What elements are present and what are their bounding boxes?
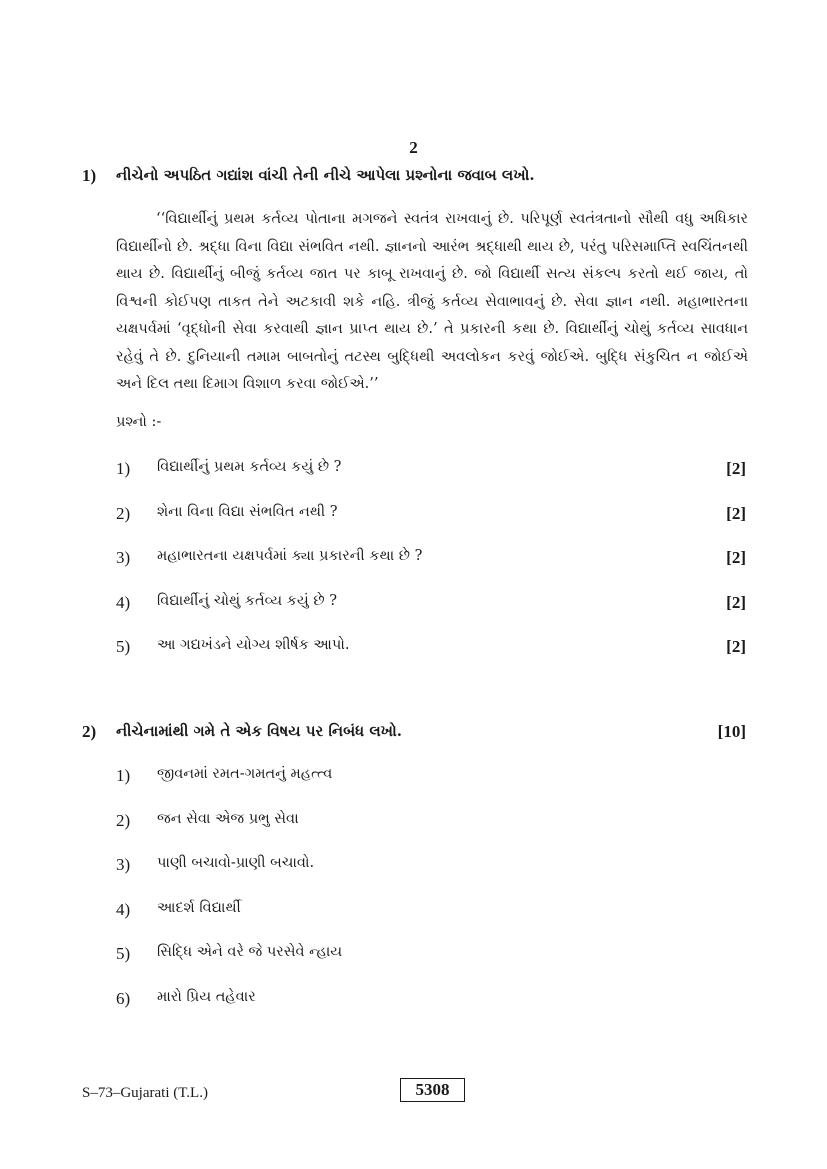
topic-number: 3) bbox=[116, 855, 131, 874]
topic-number: 5) bbox=[116, 944, 131, 963]
sub-question-marks: [2] bbox=[726, 593, 746, 612]
topic-number: 6) bbox=[116, 989, 131, 1008]
topic-text: સિદ્ધિ એને વરે જે પરસેવે ન્હાય bbox=[157, 944, 343, 960]
paper-code: S–73–Gujarati (T.L.) bbox=[82, 1085, 208, 1101]
sub-question-text: આ ગદ્યખંડને યોગ્ય શીર્ષક આપો. bbox=[157, 637, 350, 653]
topic-text: જીવનમાં રમત-ગમતનું મહત્ત્વ bbox=[157, 766, 333, 782]
topic-text: આદર્શ વિદ્યાર્થી bbox=[157, 900, 241, 916]
sub-question-number: 2) bbox=[116, 504, 131, 523]
sub-question-number: 4) bbox=[116, 593, 131, 612]
question-1-heading: નીચેનો અપઠિત ગદ્યાંશ વાંચી તેની નીચે આપેલા પ્રશ્નોના જવાબ લખો. bbox=[116, 166, 535, 184]
sub-question-text: શેના વિના વિદ્યા સંભવિત નથી ? bbox=[157, 504, 338, 520]
question-2-heading: નીચેનામાંથી ગમે તે એક વિષય પર નિબંધ લખો. bbox=[116, 722, 402, 740]
sub-question-text: વિદ્યાર્થીનું પ્રથમ કર્તવ્ય કયું છે ? bbox=[157, 459, 342, 475]
sub-question-number: 1) bbox=[116, 459, 131, 478]
sub-question-text: વિદ્યાર્થીનું ચોથું કર્તવ્ય કયું છે ? bbox=[157, 593, 337, 609]
question-2-marks: [10] bbox=[717, 722, 746, 741]
topic-number: 4) bbox=[116, 900, 131, 919]
topic-text: મારો પ્રિય તહેવાર bbox=[157, 989, 256, 1005]
paper-number-box: 5308 bbox=[400, 1078, 465, 1102]
question-1-number: 1) bbox=[82, 166, 97, 185]
topic-number: 1) bbox=[116, 766, 131, 785]
topic-text: પાણી બચાવો-પ્રાણી બચાવો. bbox=[157, 855, 315, 871]
sub-question-text: મહાભારતના યક્ષપર્વમાં ક્યા પ્રકારની કથા છે ? bbox=[157, 548, 423, 564]
sub-question-marks: [2] bbox=[726, 504, 746, 523]
sub-question-marks: [2] bbox=[726, 637, 746, 656]
sub-question-number: 3) bbox=[116, 548, 131, 567]
topic-number: 2) bbox=[116, 811, 131, 830]
question-2-number: 2) bbox=[82, 722, 97, 741]
topic-text: જન સેવા એજ પ્રભુ સેવા bbox=[157, 811, 299, 827]
sub-question-marks: [2] bbox=[726, 548, 746, 567]
sub-question-marks: [2] bbox=[726, 459, 746, 478]
page-number: 2 bbox=[409, 138, 418, 157]
unseen-passage: ‘‘વિદ્યાર્થીનું પ્રથમ કર્તવ્ય પોતાના મગજને સ્વતંત્ર રાખવાનું છે. પરિપૂર્ણ સ્વતંત્રતાનો સૌથી વધુ અધિકાર વિદ્યાર્થીનો છે. શ્રદ્ધા વિના વિદ્યા સંભવિત નથી. જ્ઞાનનો આરંભ શ્રદ્ધાથી થાય છે, પરંતુ પરિસમાપ્તિ સ્વચિંતનથી થાય છે. વિદ્યાર્થીનું બીજું કર્તવ્ય જાત પર કાબૂ રાખવાનું છે. જો વિદ્યાર્થી સત્ય સંકલ્પ કરતો થઈ જાય, તો વિશ્વની કોઈપણ તાકત તેને અટકાવી શકે નહિ. ત્રીજું કર્તવ્ય સેવાભાવનું છે. સેવા જ્ઞાન નથી. મહાભારતના યક્ષપર્વમાં ‘વૃદ્ધોની સેવા કરવાથી જ્ઞાન પ્રાપ્ત થાય છે.’ તે પ્રકારની કથા છે. વિદ્યાર્થીનું ચોથું કર્તવ્ય સાવધાન રહેવું તે છે. દુનિયાની તમામ બાબતોનું તટસ્થ બુદ્ધિથી અવલોકન કરવું જોઈએ. બુદ્ધિ સંકુચિત ન જોઈએ અને દિલ તથા દિમાગ વિશાળ કરવા જોઈએ.’’ bbox=[116, 211, 748, 392]
questions-label: પ્રશ્નો :- bbox=[116, 414, 162, 430]
sub-question-number: 5) bbox=[116, 637, 131, 656]
